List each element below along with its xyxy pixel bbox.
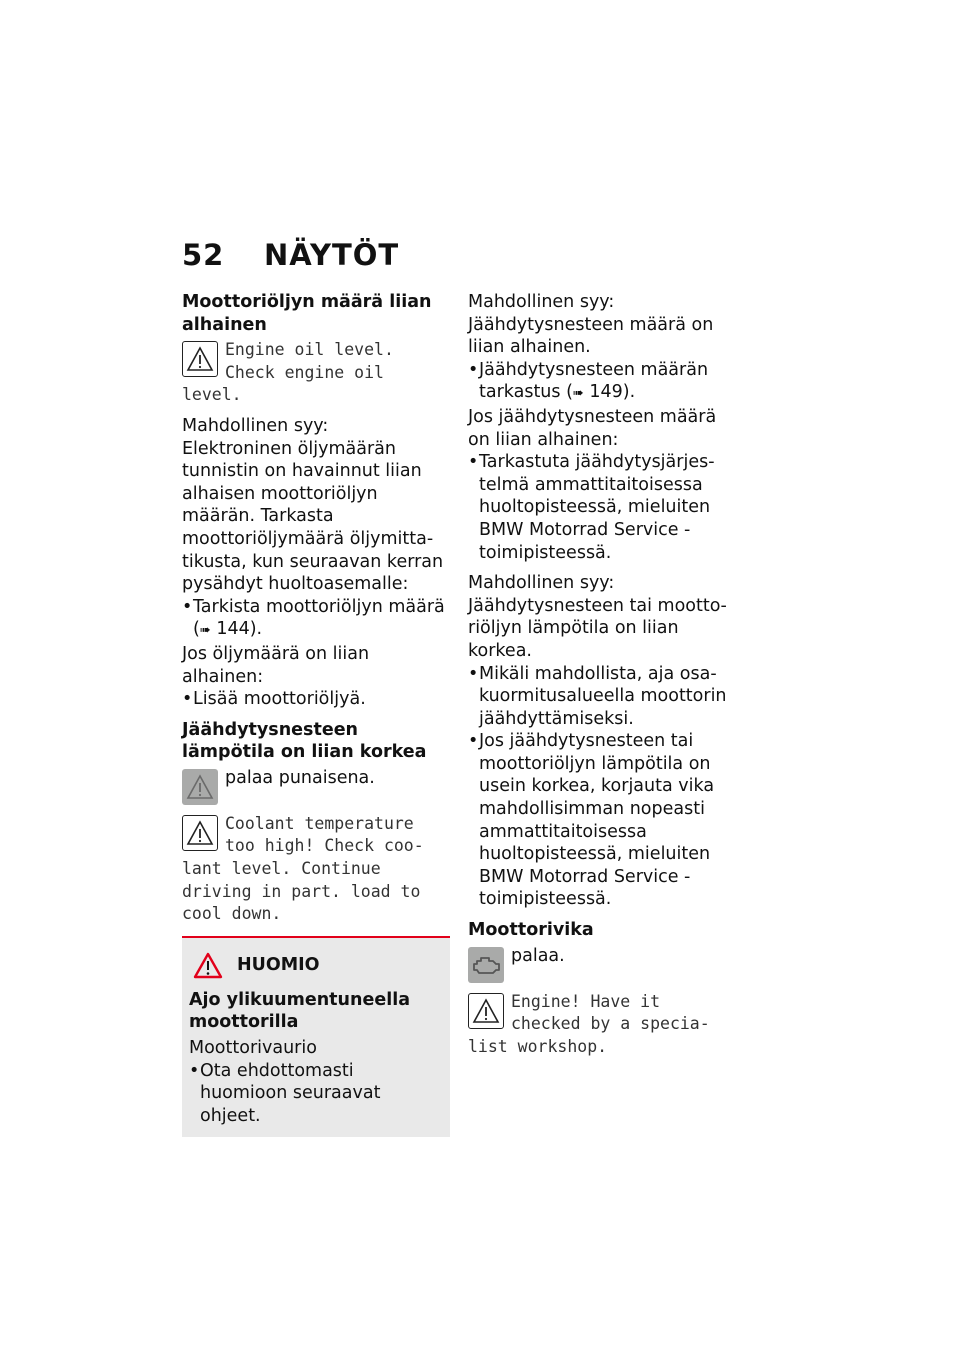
coolant-if-text: Jos jäähdytysnesteen määrä on liian alhainen: (468, 406, 717, 450)
coolant-cause2-label: Mahdollinen syy: (468, 573, 615, 594)
oil-bullet-check: • Tarkista moottoriöljyn määrä (➠ 144). (182, 596, 450, 643)
note-bullet: • Ota ehdottomasti huomioon seuraavat ohjeet. (189, 1060, 443, 1128)
coolant-bullet-service: • Tarkastuta jäähdytysjärjestelmä ammattitaitoisessa huoltopisteessä, mieluiten BMW Motorrad Service -toimipisteessä. (468, 451, 736, 564)
engine-icon (468, 947, 504, 983)
coolant-bullet-repair: • Jos jäähdytysnesteen tai moottoriöljyn lämpötila on usein korkea, korjauta vika mahdollisimman nopeasti ammattitaitoisessa huoltopisteessä, mieluiten BMW Motorrad Service -toimipisteessä. (468, 730, 736, 911)
coolant-bullet-partload: • Mikäli mahdollista, aja osakuormitusalueella moottorin jäähdyttämiseksi. (468, 663, 736, 731)
oil-cause-label: Mahdollinen syy: (182, 415, 329, 436)
note-header (189, 952, 443, 979)
coolant-bullet-check: • Jäähdytysnesteen määrän tarkastus (➠ 149). (468, 359, 736, 406)
coolant-message-line2: too high! Check coo- (225, 836, 424, 856)
coolant-lamp-text: palaa punaisena. (225, 767, 375, 788)
section-heading-oil: Moottoriöljyn määrä liian alhainen (182, 292, 432, 335)
warning-triangle-icon (468, 993, 504, 1029)
engine-message-line2: checked by a specia- (511, 1014, 710, 1034)
warning-triangle-icon (193, 952, 223, 979)
coolant-lamp-block (182, 767, 450, 805)
oil-cause-text: Elektroninen öljymäärän tunnistin on havainnut liian alhaisen moottoriöljyn määrän. Tarkasta moottoriöljymäärä öljymittatikusta, kun seuraavan kerran pysähdyt huoltoasemalle: (182, 438, 444, 595)
engine-lamp-block (468, 945, 736, 983)
coolant-cause1-text: Jäähdytysnesteen määrä on liian alhainen. (468, 314, 714, 358)
note-label: HUOMIO (237, 955, 320, 976)
engine-message-line3: list workshop. (468, 1036, 608, 1056)
warning-lamp-icon (182, 769, 218, 805)
note-text: Moottorivaurio (189, 1038, 317, 1059)
oil-message-line1: Engine oil level. (225, 340, 394, 360)
engine-lamp-text: palaa. (511, 945, 565, 966)
arrow-right-icon: ➠ (199, 623, 211, 639)
page-number: 52 (182, 238, 225, 272)
oil-message-line3: level. (182, 385, 242, 405)
oil-message-block (182, 339, 450, 407)
page-title: NÄYTÖT (264, 238, 400, 272)
oil-message-line2: Check engine oil (225, 362, 384, 382)
note-box (182, 936, 450, 1138)
arrow-right-icon: ➠ (572, 386, 584, 402)
right-column (468, 291, 736, 1066)
page-header (182, 238, 399, 272)
warning-triangle-icon (182, 815, 218, 851)
oil-if-text: Jos öljymäärä on liian alhainen: (182, 643, 370, 687)
left-column (182, 291, 450, 1137)
section-heading-engine: Moottorivika (468, 920, 594, 941)
coolant-cause1-label: Mahdollinen syy: (468, 292, 615, 312)
engine-message-line1: Engine! Have it (511, 991, 661, 1011)
coolant-message-line1: Coolant temperature (225, 813, 414, 833)
engine-message-block (468, 991, 736, 1059)
coolant-cause2-text: Jäähdytysnesteen tai moottoriöljyn lämpötila on liian korkea. (468, 595, 727, 661)
coolant-message-line3: lant level. Continue driving in part. load to cool down. (182, 859, 421, 924)
warning-triangle-icon (182, 341, 218, 377)
section-heading-coolant: Jäähdytysnesteen lämpötila on liian korkea (182, 719, 427, 763)
oil-bullet-add: • Lisää moottoriöljyä. (182, 688, 450, 711)
coolant-message-block (182, 813, 450, 926)
note-heading: Ajo ylikuumentuneella moottorilla (189, 989, 411, 1033)
